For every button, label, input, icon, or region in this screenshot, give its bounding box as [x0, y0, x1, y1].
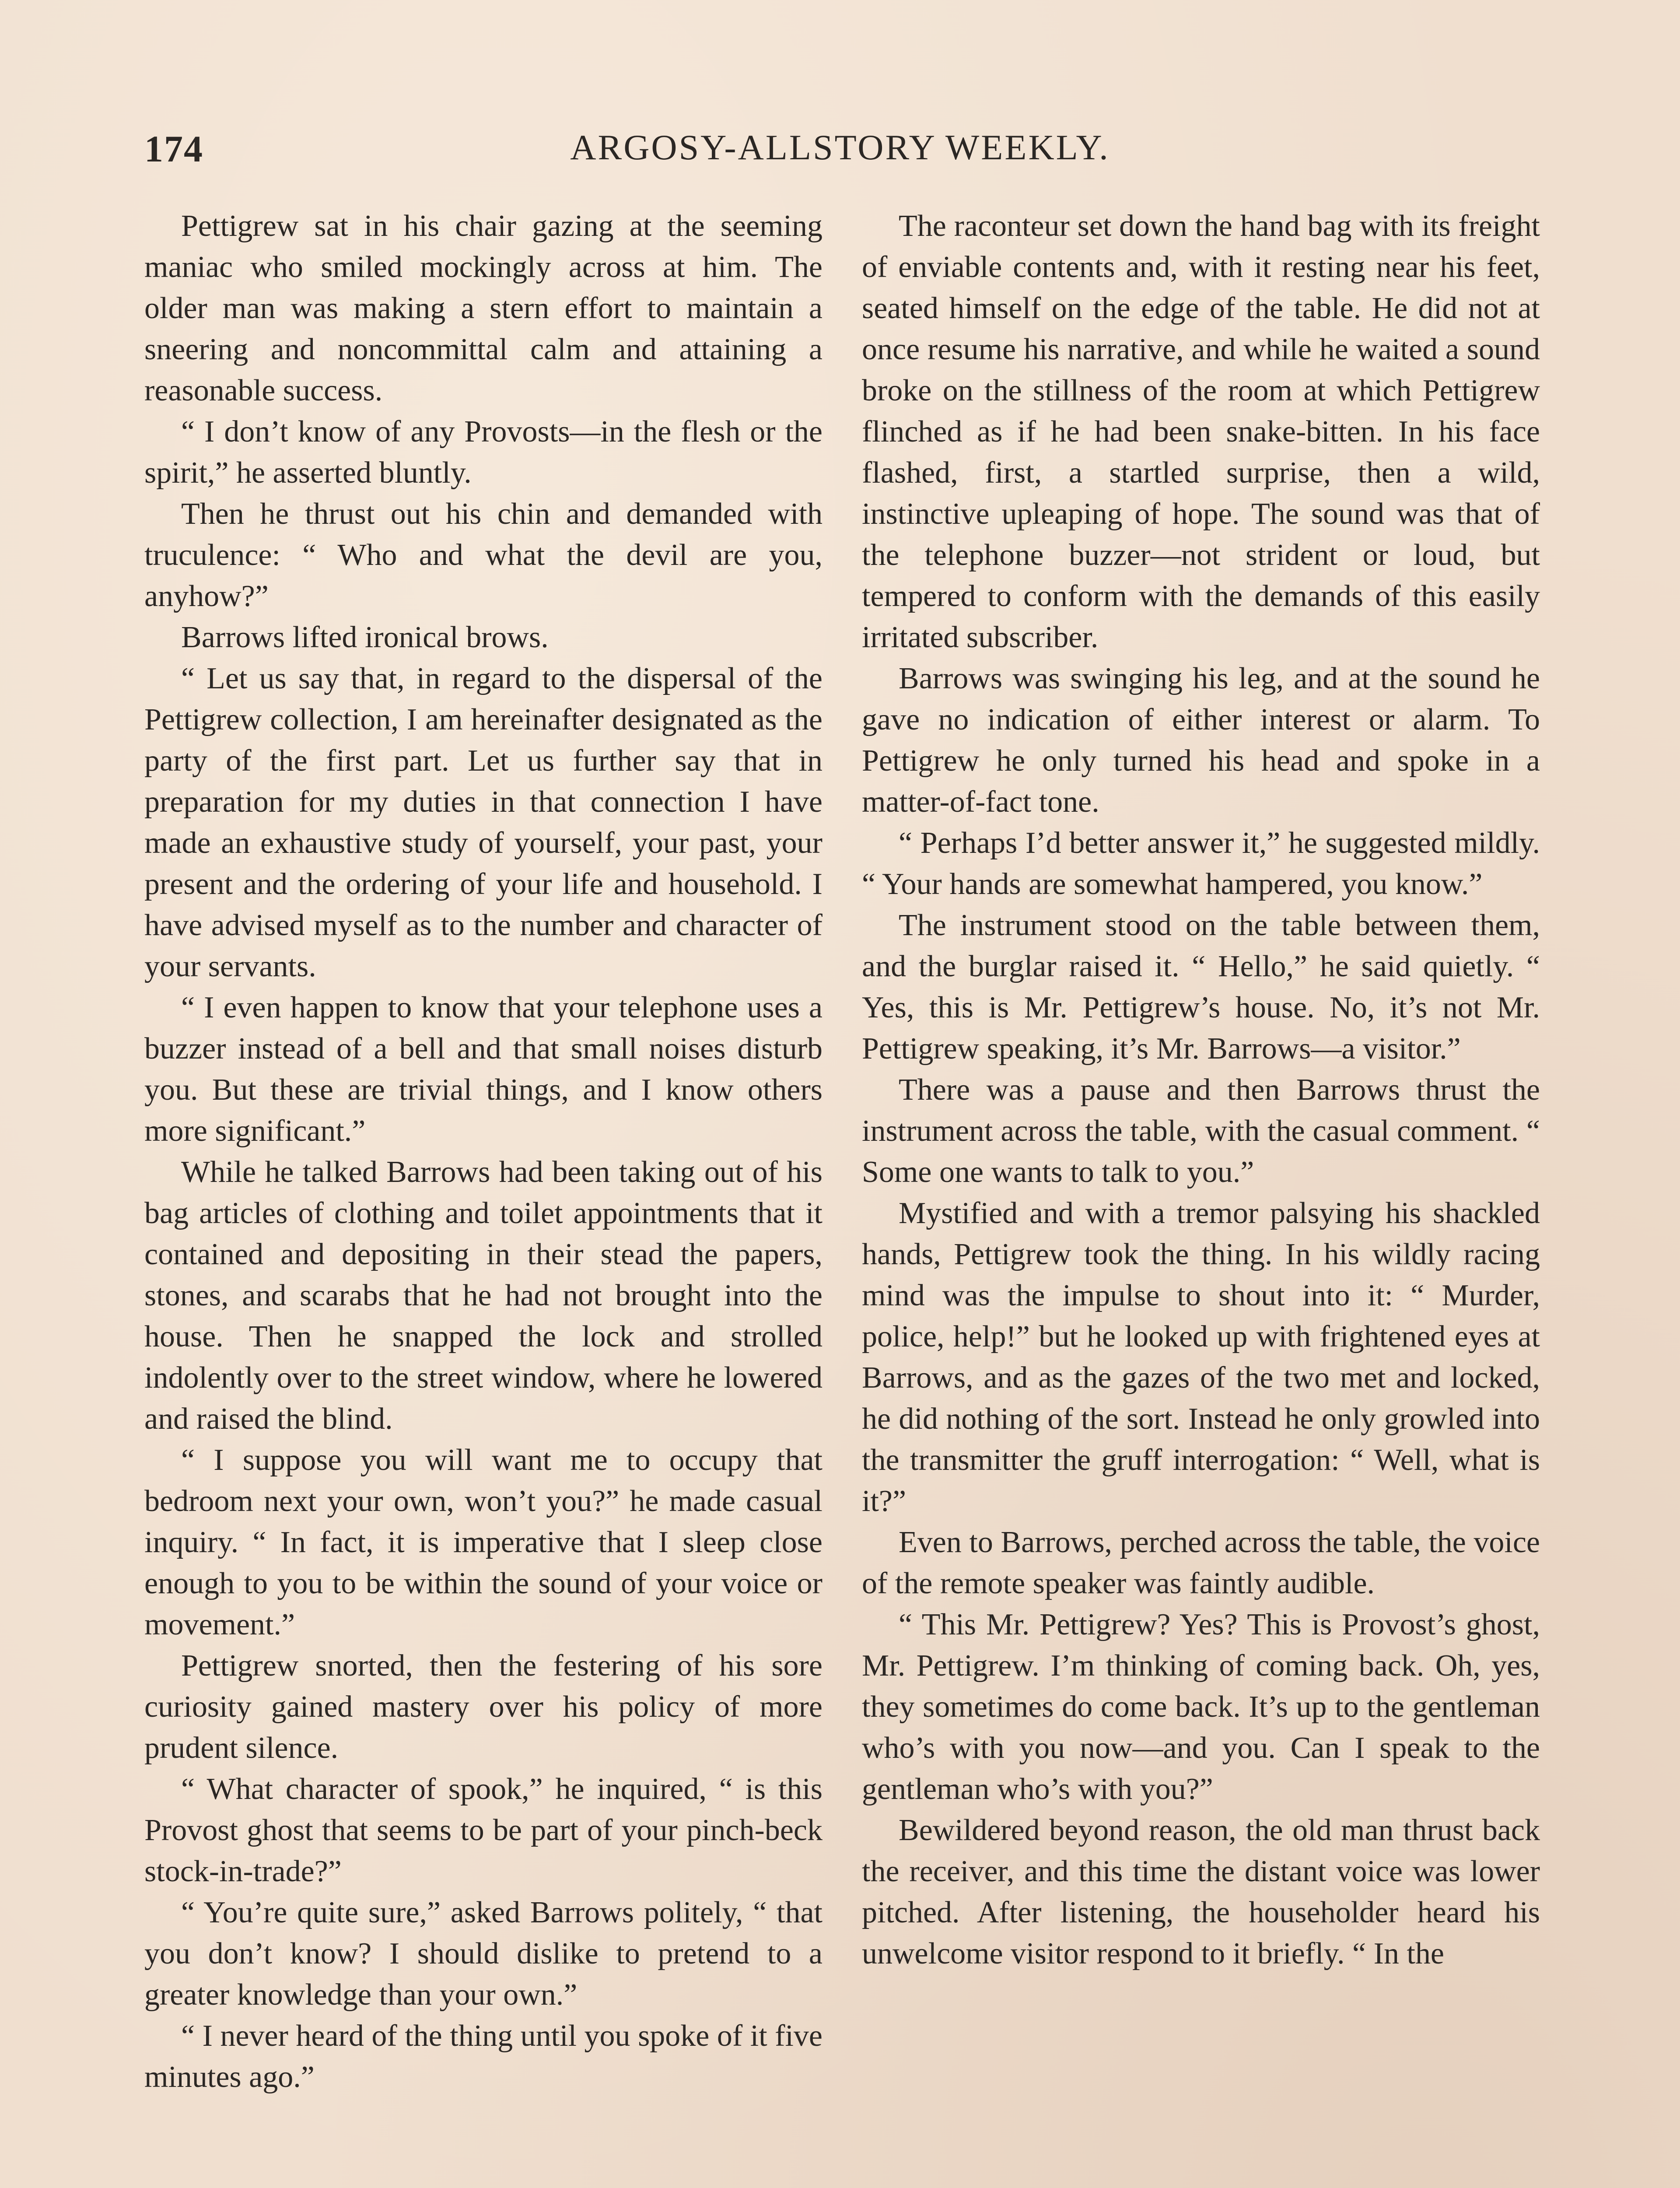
- paragraph: Barrows was swinging his leg, and at the sound he gave no indication of either interest or alarm. To Pettigrew he only turned his head and spoke in a matter-of-fact tone.: [862, 662, 1540, 819]
- page-number: 174: [144, 128, 203, 170]
- paragraph: “ I don’t know of any Provosts—in the flesh or the spirit,” he asserted bluntly.: [144, 415, 822, 490]
- paragraph: Pettigrew snorted, then the festering of his sore curiosity gained mastery over his policy of more prudent silence.: [144, 1649, 822, 1765]
- paragraph: “ Perhaps I’d better answer it,” he suggested mildly. “ Your hands are somewhat hampered, you know.”: [862, 826, 1540, 901]
- paragraph: The raconteur set down the hand bag with its freight of enviable contents and, with it resting near his feet, seated himself on the edge of the table. He did not at once resume his narrative, and while he waited a sound broke on the stillness of the room at which Pettigrew flinched as if he had been snake-bitten. In his face flashed, first, a startled surprise, then a wild, instinctive upleaping of hope. The sound was that of the telephone buzzer—not strident or loud, but tempered to conform with the demands of this easily irritated subscriber.: [862, 209, 1540, 654]
- paragraph: Then he thrust out his chin and demanded with truculence: “ Who and what the devil are you, anyhow?”: [144, 497, 822, 613]
- paragraph: Mystified and with a tremor palsying his shackled hands, Pettigrew took the thing. In his wildly racing mind was the impulse to shout into it: “ Murder, police, help!” but he looked up with frightened eyes at Barrows, and as the gazes of the two met and locked, he did nothing of the sort. Instead he only growled into the transmitter the gruff interrogation: “ Well, what is it?”: [862, 1196, 1540, 1518]
- paragraph: “ What character of spook,” he inquired, “ is this Provost ghost that seems to be part of your pinch-beck stock-in-trade?”: [144, 1772, 822, 1888]
- paragraph: “ I even happen to know that your telephone uses a buzzer instead of a bell and that small noises disturb you. But these are trivial things, and I know others more significant.”: [144, 991, 822, 1148]
- paragraph: “ Let us say that, in regard to the dispersal of the Pettigrew collection, I am hereinafter designated as the party of the first part. Let us further say that in preparation for my duties in that connection I have made an exhaustive study of yourself, your past, your present and the ordering of your life and household. I have advised myself as to the number and character of your servants.: [144, 662, 822, 983]
- paragraph: Even to Barrows, perched across the table, the voice of the remote speaker was faintly audible.: [862, 1525, 1540, 1600]
- right-column: [862, 206, 1540, 1974]
- paragraph: Pettigrew sat in his chair gazing at the seeming maniac who smiled mockingly across at him. The older man was making a stern effort to maintain a sneering and noncommittal calm and attaining a reasonable success.: [144, 209, 822, 407]
- paragraph: The instrument stood on the table between them, and the burglar raised it. “ Hello,” he said quietly. “ Yes, this is Mr. Pettigrew’s house. No, it’s not Mr. Pettigrew speaking, it’s Mr. Barrows—a visitor.”: [862, 908, 1540, 1066]
- running-title: ARGOSY-ALLSTORY WEEKLY.: [570, 127, 1110, 167]
- paragraph: Bewildered beyond reason, the old man thrust back the receiver, and this time the distant voice was lower pitched. After listening, the householder heard his unwelcome visitor respond to it briefly. “ In the: [862, 1813, 1540, 1971]
- paragraph: Barrows lifted ironical brows.: [181, 621, 549, 654]
- left-column: [144, 206, 822, 2098]
- paragraph: There was a pause and then Barrows thrust the instrument across the table, with the casual comment. “ Some one wants to talk to you.”: [862, 1073, 1540, 1189]
- paragraph: “ I suppose you will want me to occupy that bedroom next your own, won’t you?” he made casual inquiry. “ In fact, it is imperative that I sleep close enough to you to be within the sound of your voice or movement.”: [144, 1443, 822, 1641]
- paragraph: While he talked Barrows had been taking out of his bag articles of clothing and toilet appointments that it contained and depositing in their stead the papers, stones, and scarabs that he had not brought into the house. Then he snapped the lock and strolled indolently over to the street window, where he lowered and raised the blind.: [144, 1155, 822, 1436]
- paragraph: “ This Mr. Pettigrew? Yes? This is Provost’s ghost, Mr. Pettigrew. I’m thinking of coming back. Oh, yes, they sometimes do come back. It’s up to the gentleman who’s with you now—and you. Can I speak to the gentleman who’s with you?”: [862, 1608, 1540, 1806]
- page-header: [144, 127, 1536, 179]
- paragraph: “ I never heard of the thing until you spoke of it five minutes ago.”: [144, 2019, 822, 2094]
- paragraph: “ You’re quite sure,” asked Barrows politely, “ that you don’t know? I should dislike to pretend to a greater knowledge than your own.”: [144, 1896, 822, 2012]
